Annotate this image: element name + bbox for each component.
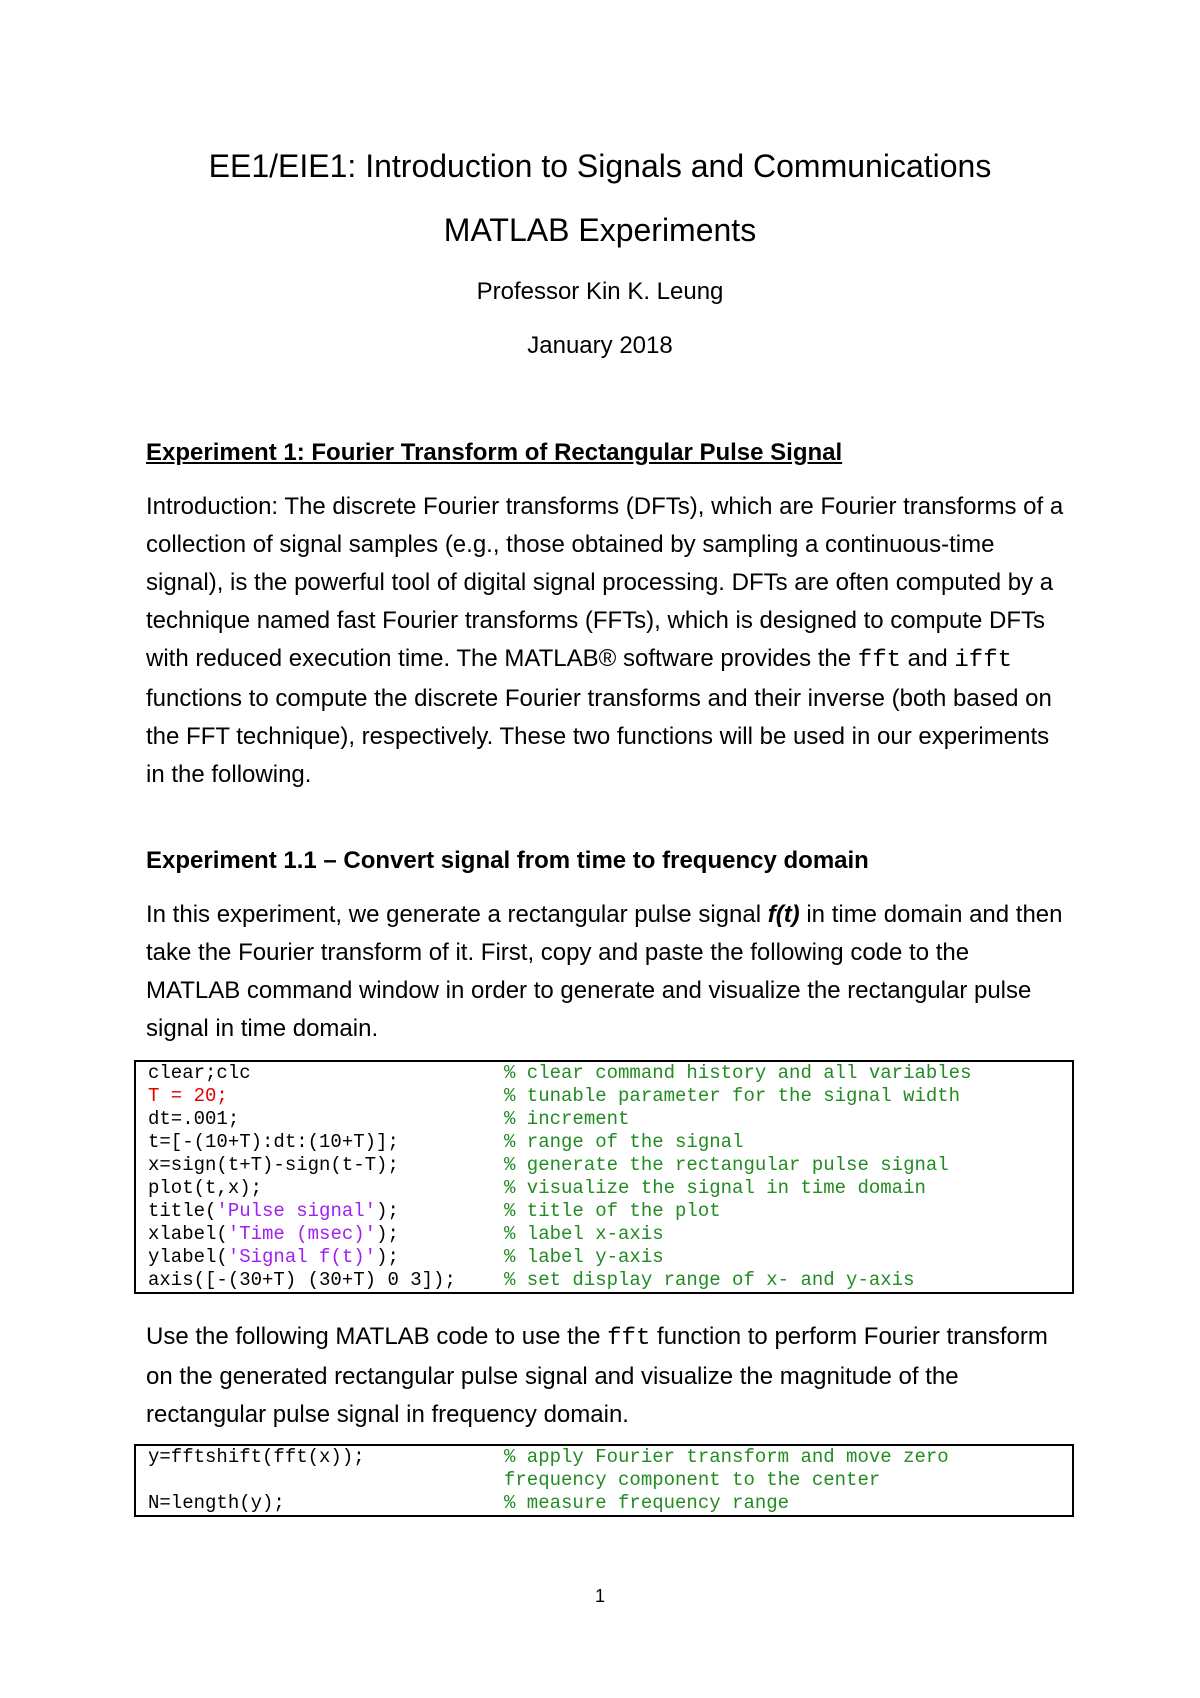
- code-statement: N=length(y);: [148, 1492, 285, 1514]
- code-comment: % label x-axis: [504, 1223, 664, 1245]
- code-comment: % tunable parameter for the signal width: [504, 1085, 961, 1107]
- page-number: 1: [594, 1586, 605, 1606]
- code-statement: [136, 1246, 504, 1269]
- code-line: [136, 1085, 1072, 1108]
- code-line: [136, 1062, 1072, 1085]
- code-block-time-domain: [134, 1060, 1074, 1294]
- code-string: 'Signal f(t)': [227, 1246, 377, 1268]
- code-fn: title(: [148, 1200, 217, 1222]
- intro-text-1: Introduction: The discrete Fourier transforms (DFTs), which are Fourier transforms of a collection of signal samples (e.g., those obtained by sampling a continuous-time signal), is the powerful tool of digital signal processing. DFTs are often computed by a technique named fast Fourier transforms (FFTs), which is designed to compute DFTs with reduced execution time. The MATLAB® software provides the: [146, 493, 1064, 672]
- code-line: [136, 1469, 1072, 1492]
- code-comment: % visualize the signal in time domain: [504, 1177, 926, 1199]
- code-comment: % title of the plot: [504, 1200, 721, 1222]
- code-statement: [136, 1223, 504, 1246]
- code-line: [136, 1108, 1072, 1131]
- experiment-1-1-paragraph-2: [146, 1318, 1066, 1434]
- code-comment: % set display range of x- and y-axis: [504, 1269, 915, 1291]
- experiment-1-intro: [146, 488, 1066, 794]
- code-line: [136, 1200, 1072, 1223]
- code-line: [136, 1177, 1072, 1200]
- code-comment: % measure frequency range: [504, 1492, 790, 1514]
- code-fn: xlabel(: [148, 1223, 228, 1245]
- fft-inline-code: fft: [607, 1325, 651, 1352]
- code-block-fft: [134, 1444, 1074, 1517]
- author: Professor Kin K. Leung: [476, 278, 724, 305]
- code-statement: y=fftshift(fft(x));: [148, 1446, 365, 1468]
- para1-text-b: in time domain and then take the Fourier transform of it. First, copy and paste the following code to the MATLAB command window in order to generate and visualize the rectangular pulse signal in time domain.: [146, 901, 1063, 1042]
- code-fn-close: );: [376, 1223, 399, 1245]
- code-statement: clear;clc: [148, 1062, 251, 1084]
- code-statement: plot(t,x);: [148, 1177, 263, 1199]
- code-statement: [136, 1200, 504, 1223]
- code-line: [136, 1492, 1072, 1515]
- code-statement: axis([-(30+T) (30+T) 0 3]);: [148, 1269, 456, 1291]
- code-line: [136, 1446, 1072, 1469]
- date: January 2018: [527, 332, 673, 359]
- experiment-1-heading: Experiment 1: Fourier Transform of Rectangular Pulse Signal: [146, 439, 843, 466]
- para1-text-a: In this experiment, we generate a rectangular pulse signal: [146, 901, 768, 928]
- code-comment: frequency component to the center: [504, 1469, 881, 1491]
- code-fn: ylabel(: [148, 1246, 228, 1268]
- code-line: [136, 1223, 1072, 1246]
- code-line: [136, 1269, 1072, 1292]
- course-title: EE1/EIE1: Introduction to Signals and Communications: [208, 148, 992, 184]
- code-fn-close: );: [376, 1246, 399, 1268]
- code-line: [136, 1246, 1072, 1269]
- code-string: 'Pulse signal': [216, 1200, 377, 1222]
- code-statement: [136, 1469, 504, 1492]
- code-statement: x=sign(t+T)-sign(t-T);: [148, 1154, 399, 1176]
- code-fn-close: );: [376, 1200, 399, 1222]
- experiment-1-1-paragraph-1: [146, 896, 1066, 1048]
- document-subtitle: MATLAB Experiments: [443, 212, 757, 248]
- code-line: [136, 1154, 1072, 1177]
- experiment-1-1-heading: Experiment 1.1 – Convert signal from time to frequency domain: [146, 847, 869, 874]
- ifft-inline-code: ifft: [954, 647, 1013, 674]
- code-comment: % label y-axis: [504, 1246, 664, 1268]
- code-comment: % clear command history and all variables: [504, 1062, 972, 1084]
- code-comment: % increment: [504, 1108, 630, 1130]
- para2-text-b: function to perform Fourier transform on the generated rectangular pulse signal and visualize the magnitude of the rectangular pulse signal in frequency domain.: [146, 1323, 1048, 1428]
- code-line: [136, 1131, 1072, 1154]
- code-statement: t=[-(10+T):dt:(10+T)];: [148, 1131, 399, 1153]
- para2-text-a: Use the following MATLAB code to use the: [146, 1323, 608, 1350]
- intro-text-2: functions to compute the discrete Fourier transforms and their inverse (both based on the FFT technique), respectively. These two functions will be used in our experiments in the following.: [146, 685, 1052, 788]
- intro-and: and: [901, 645, 955, 672]
- code-comment: % generate the rectangular pulse signal: [504, 1154, 949, 1176]
- code-statement: dt=.001;: [148, 1108, 240, 1130]
- code-string: 'Time (msec)': [227, 1223, 377, 1245]
- fft-inline-code: fft: [857, 647, 902, 674]
- ft-symbol: f(t): [767, 901, 800, 928]
- code-comment: % apply Fourier transform and move zero: [504, 1446, 949, 1468]
- code-statement-highlighted: T = 20;: [148, 1085, 228, 1107]
- code-comment: % range of the signal: [504, 1131, 744, 1153]
